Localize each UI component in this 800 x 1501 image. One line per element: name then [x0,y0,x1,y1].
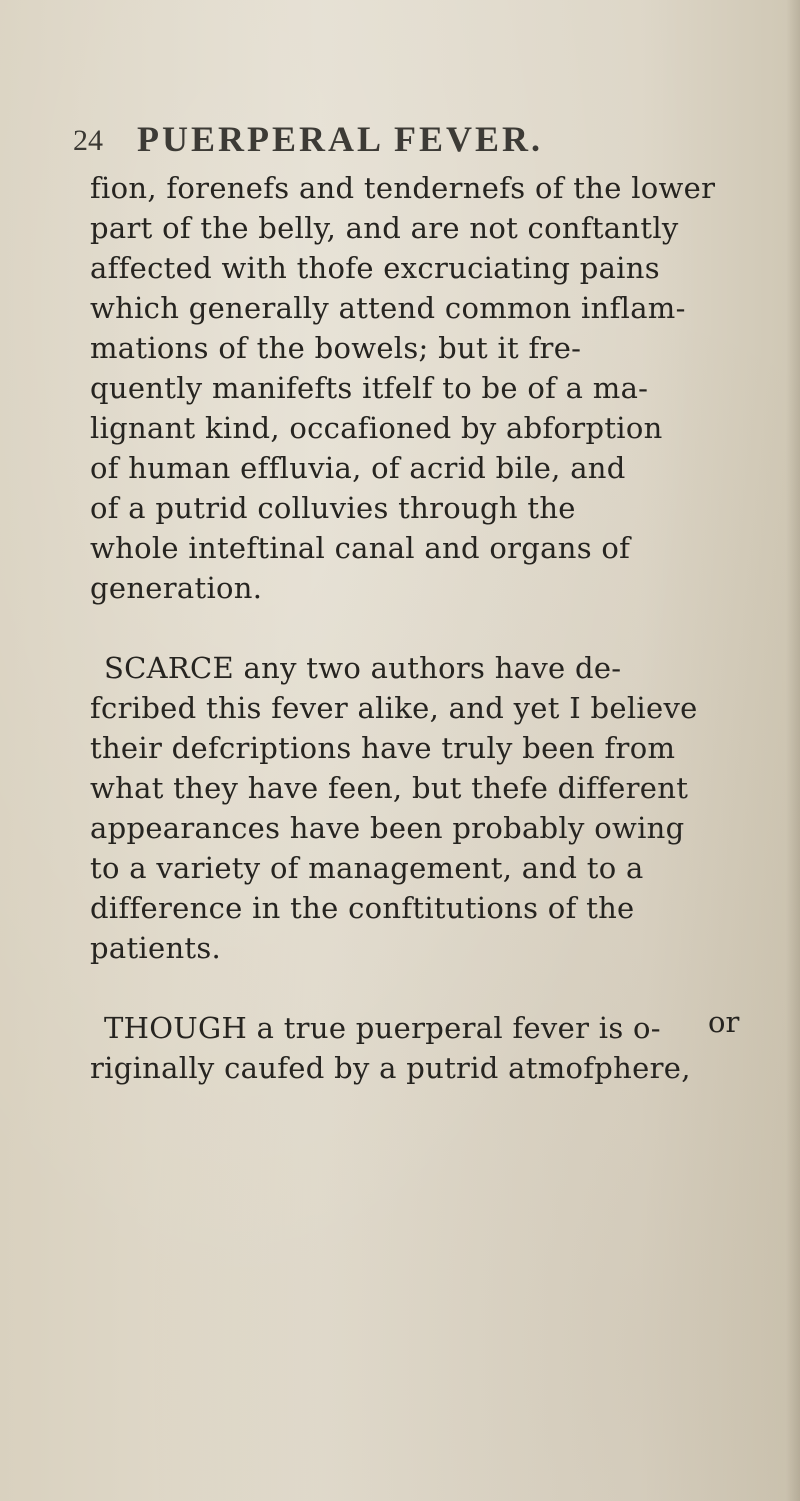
page-header [73,118,753,158]
text-line: lignant kind, occafioned by abforption [90,411,663,445]
text-line: appearances have been probably owing [90,811,685,845]
text-line: mations of the bowels; but it fre- [90,331,582,365]
text-line: of a putrid colluvies through the [90,491,576,525]
text-line: riginally caufed by a putrid atmofphere, [90,1051,691,1085]
text-line: patients. [90,931,222,965]
catchword: or [708,1005,740,1039]
text-line: of human effluvia, of acrid bile, and [90,451,626,485]
page-number: 24 [73,124,103,157]
text-line: fion, forenefs and tendernefs of the lower [90,171,716,205]
text-line: quently manifefts itfelf to be of a ma- [90,371,649,405]
text-line: affected with thofe excruciating pains [90,251,660,285]
paragraph-gap [90,608,780,648]
text-line: part of the belly, and are not conftantly [90,211,679,245]
page-edge-shadow [786,0,800,1501]
body-text [90,168,780,1088]
text-line: SCARCE any two authors have de- [104,651,622,685]
text-line: their defcriptions have truly been from [90,731,676,765]
text-line: THOUGH a true puerperal fever is o- [104,1011,661,1045]
text-line: which generally attend common inflam- [90,291,686,325]
text-line: difference in the conftitutions of the [90,891,635,925]
text-line: fcribed this fever alike, and yet I believe [90,691,698,725]
text-line: what they have feen, but thefe different [90,771,689,805]
text-line: to a variety of management, and to a [90,851,644,885]
text-line: whole inteftinal canal and organs of [90,531,631,565]
paragraph-gap [90,968,780,1008]
text-line: generation. [90,571,263,605]
running-head: PUERPERAL FEVER. [137,119,544,159]
